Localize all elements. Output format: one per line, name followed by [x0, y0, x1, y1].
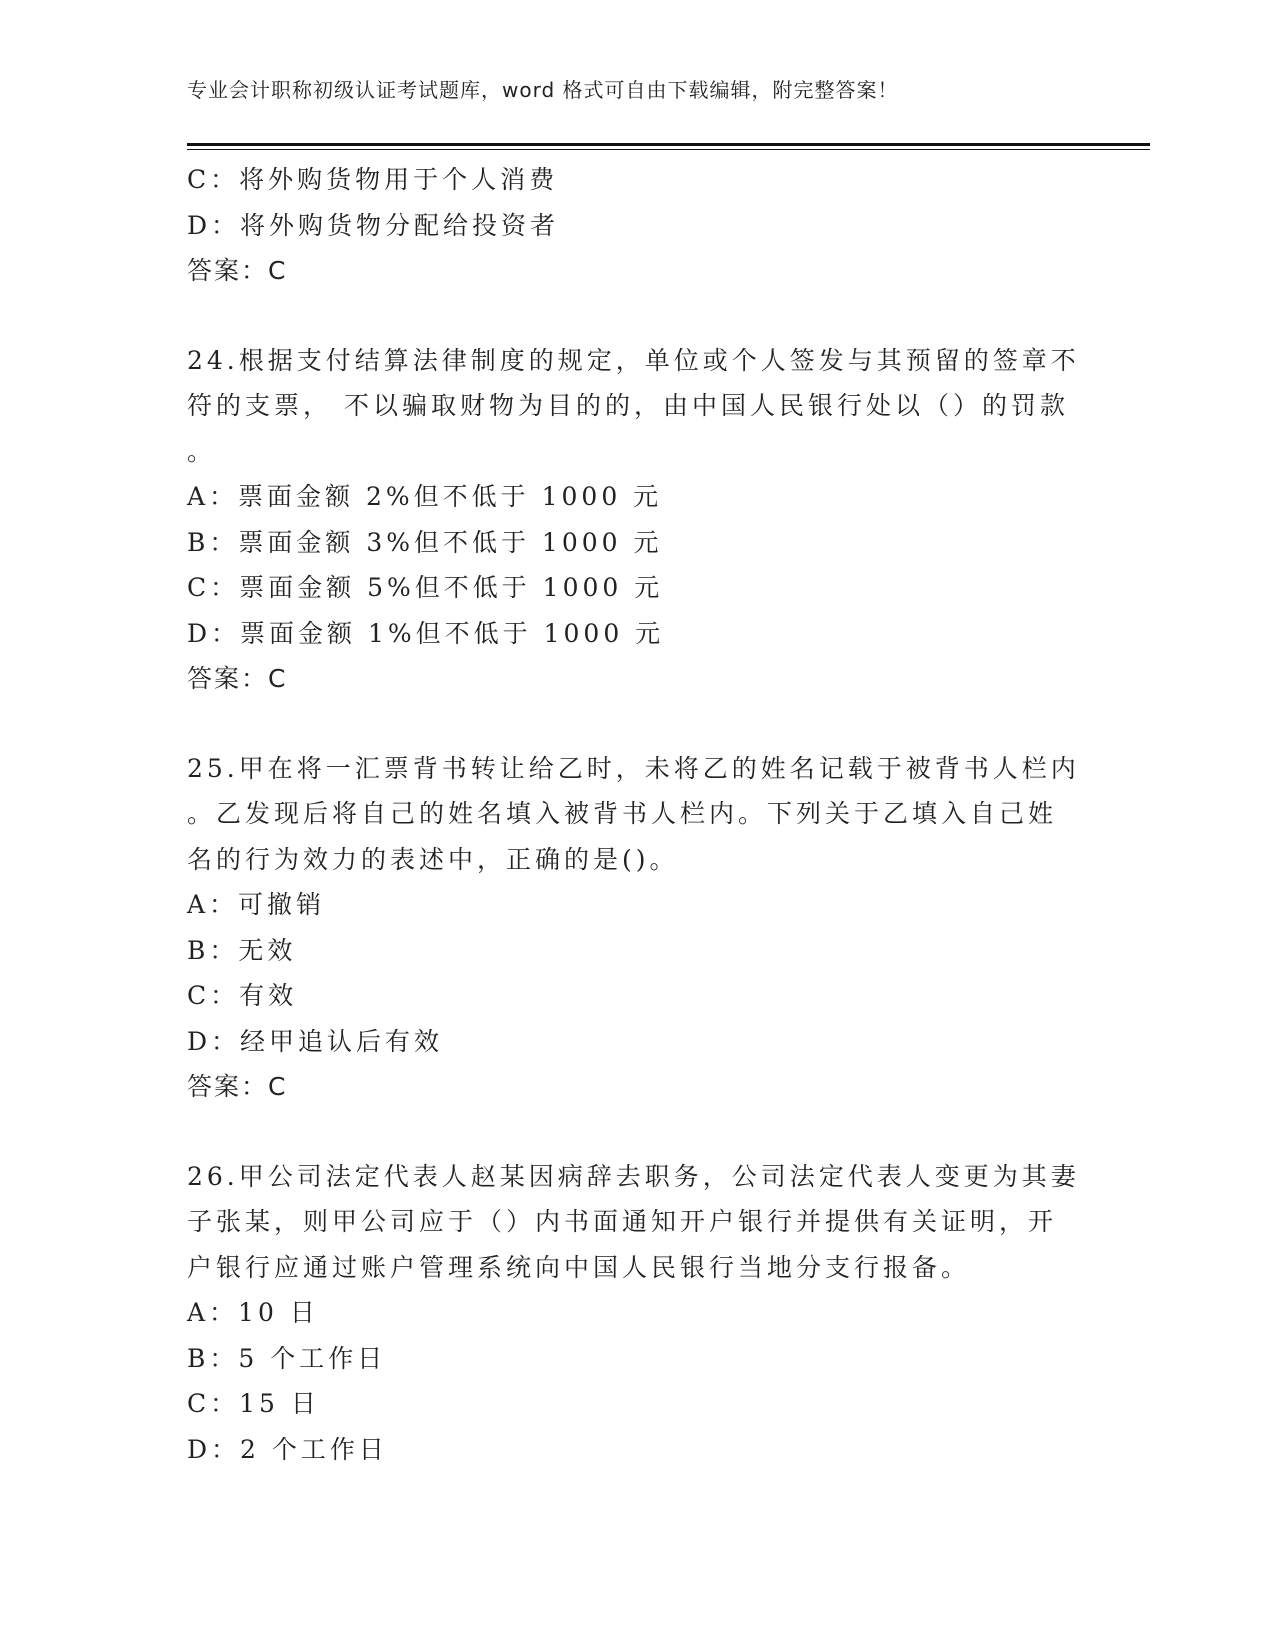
- question-stem-line: 。乙发现后将自己的姓名填入被背书人栏内。下列关于乙填入自己姓: [187, 799, 1058, 828]
- option-b: B：票面金额 3%但不低于 1000 元: [187, 527, 663, 557]
- header-rule-thin: [187, 149, 1150, 150]
- option-c: C：15 日: [187, 1389, 320, 1418]
- answer-line: 答案：C: [187, 256, 288, 285]
- question-stem-line: 子张某，则甲公司应于（）内书面通知开户银行并提供有关证明，开: [187, 1207, 1058, 1236]
- question-25: [187, 746, 1080, 1110]
- question-content: [187, 157, 1080, 1472]
- question-stem-line: 。: [187, 436, 217, 466]
- option-a: A：10 日: [187, 1298, 319, 1327]
- question-stem-line: 24.根据支付结算法律制度的规定，单位或个人签发与其预留的签章不: [187, 345, 1080, 375]
- question-23-tail: [187, 157, 1077, 294]
- spacer: [187, 702, 1077, 746]
- option-a: A：可撤销: [187, 890, 326, 919]
- header-rule-thick: [187, 143, 1150, 146]
- question-stem-line: 符的支票， 不以骗取财物为目的的，由中国人民银行处以（）的罚款: [187, 391, 1069, 420]
- spacer: [187, 294, 1077, 338]
- option-b: B：5 个工作日: [187, 1343, 387, 1373]
- option-c: C：票面金额 5%但不低于 1000 元: [187, 573, 664, 602]
- answer-line: 答案：C: [187, 664, 288, 693]
- option-d: D：将外购货物分配给投资者: [187, 210, 560, 240]
- question-stem-line: 名的行为效力的表述中，正确的是()。: [187, 844, 679, 874]
- page-header: 专业会计职称初级认证考试题库，word 格式可自由下载编辑，附完整答案！: [187, 78, 899, 102]
- option-b: B：无效: [187, 935, 297, 965]
- question-stem-line: 26.甲公司法定代表人赵某因病辞去职务，公司法定代表人变更为其妻: [187, 1161, 1080, 1191]
- option-d: D：2 个工作日: [187, 1434, 388, 1464]
- option-d: D：票面金额 1%但不低于 1000 元: [187, 618, 665, 648]
- option-c: C：将外购货物用于个人消费: [187, 165, 559, 194]
- question-stem-line: 户银行应通过账户管理系统向中国人民银行当地分支行报备。: [187, 1252, 971, 1282]
- question-stem-line: 25.甲在将一汇票背书转让给乙时，未将乙的姓名记载于被背书人栏内: [187, 753, 1080, 783]
- question-24: [187, 338, 1080, 702]
- option-a: A：票面金额 2%但不低于 1000 元: [187, 482, 663, 511]
- option-c: C：有效: [187, 981, 298, 1010]
- option-d: D：经甲追认后有效: [187, 1026, 444, 1056]
- answer-line: 答案：C: [187, 1072, 288, 1101]
- question-26: [187, 1154, 1080, 1473]
- spacer: [187, 1110, 1077, 1154]
